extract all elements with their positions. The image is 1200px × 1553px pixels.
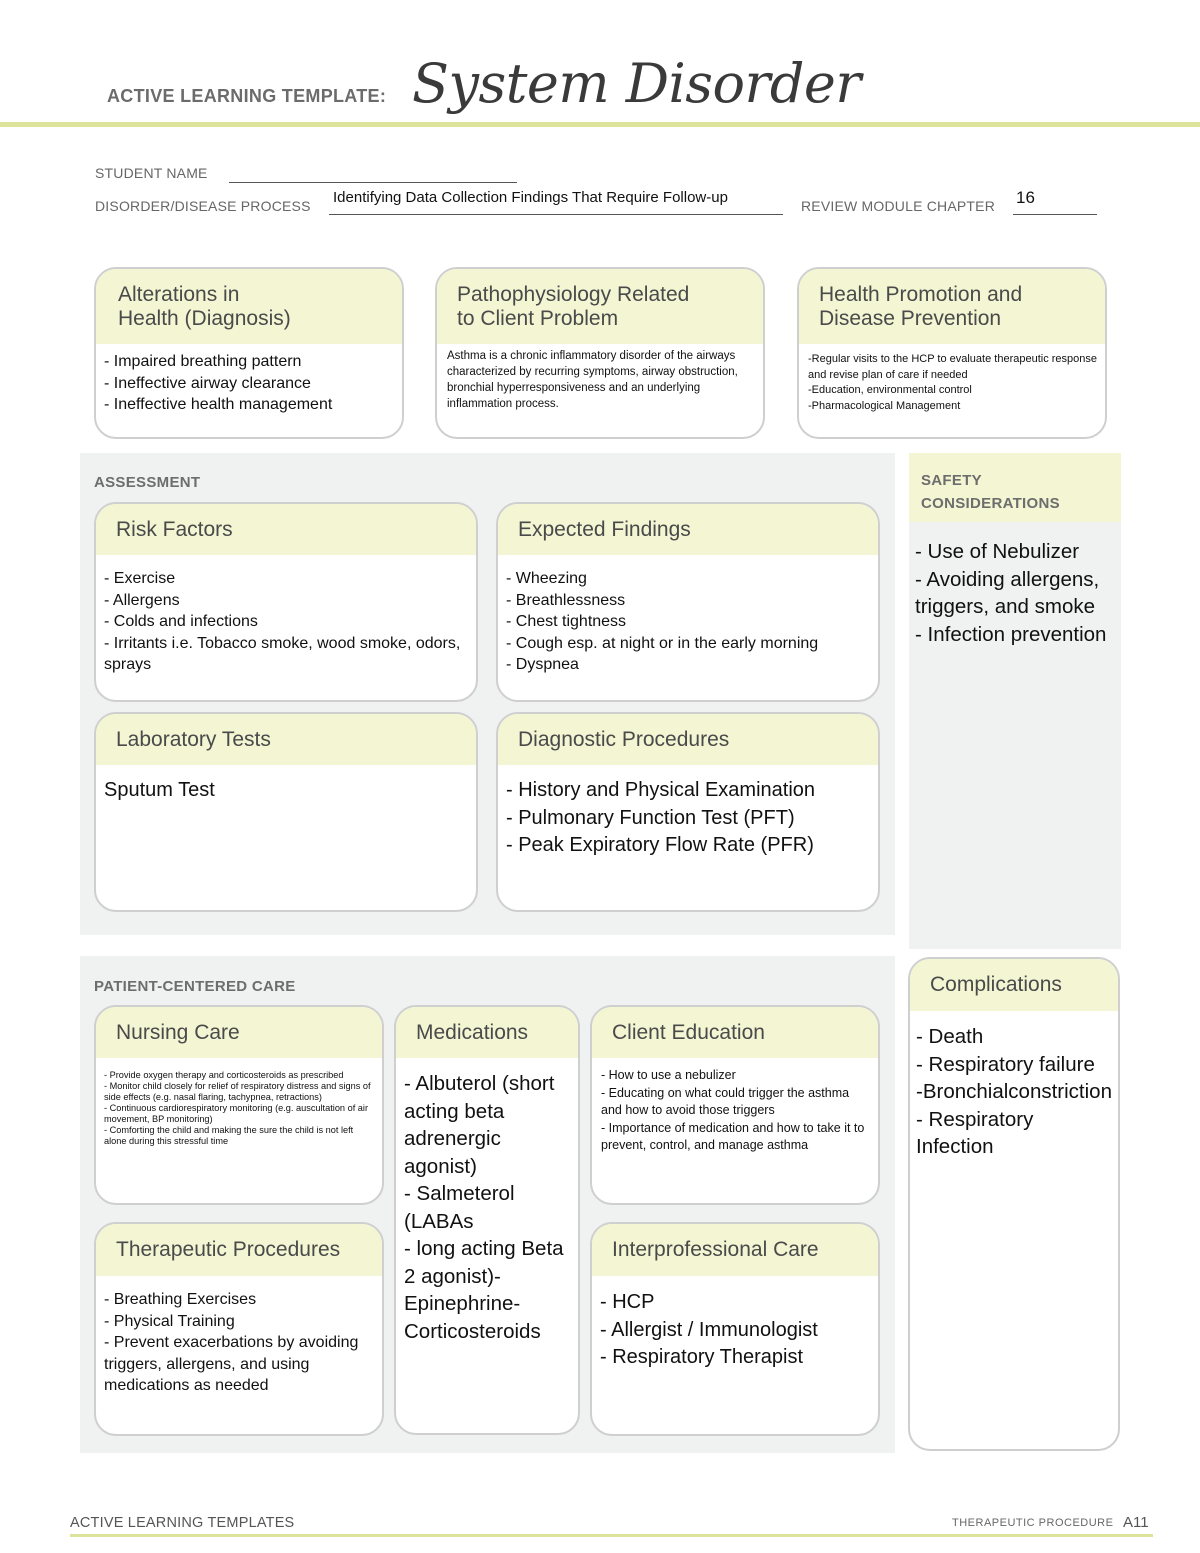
list-item: - Dyspnea (506, 656, 579, 673)
safety-body (915, 538, 1115, 648)
expected-findings-header (498, 504, 878, 555)
risk-factors-body (96, 555, 476, 682)
interprofessional-care-card (590, 1222, 880, 1436)
alterations-title-line1: Alterations in (118, 282, 240, 306)
footer-right-text: THERAPEUTIC PROCEDURE (952, 1517, 1114, 1529)
template-label: ACTIVE LEARNING TEMPLATE: (107, 86, 387, 106)
alterations-title-line2: Health (Diagnosis) (118, 306, 291, 330)
interprofessional-care-header (592, 1224, 878, 1276)
list-item: - Monitor child closely for relief of respiratory distress and signs of side effects (e.g. nasal flaring, tachypnea, retractions) (104, 1081, 371, 1102)
interprofessional-care-body (592, 1276, 878, 1378)
therapeutic-procedures-header (96, 1224, 382, 1276)
alterations-body (96, 344, 402, 422)
pathophysiology-title-line2: to Client Problem (457, 306, 619, 330)
complications-title: Complications (930, 973, 1062, 996)
list-item: - Impaired breathing pattern (104, 353, 302, 370)
risk-factors-card (94, 502, 478, 702)
lab-tests-body (96, 765, 476, 811)
list-item: - Albuterol (short acting beta adrenergic agonist) (404, 1072, 555, 1178)
footer-left-text: ACTIVE LEARNING TEMPLATES (70, 1515, 295, 1531)
nursing-care-card (94, 1005, 384, 1205)
list-item: - Irritants i.e. Tobacco smoke, wood smoke, odors, sprays (104, 634, 461, 673)
list-item: Corticosteroids (404, 1319, 541, 1343)
list-item: - Ineffective airway clearance (104, 374, 311, 392)
list-item: - Provide oxygen therapy and corticosteroids as prescribed (104, 1070, 344, 1080)
list-item: - Ineffective health management (104, 396, 333, 413)
complications-body (910, 1011, 1118, 1161)
list-item: - Breathing Exercises (104, 1291, 257, 1308)
pathophysiology-card (435, 267, 765, 439)
disorder-value: Identifying Data Collection Findings That Require Follow-up (333, 189, 728, 206)
complications-card (908, 957, 1120, 1451)
list-item: - Respiratory failure (916, 1052, 1095, 1076)
medications-body (396, 1058, 578, 1345)
list-item: - Physical Training (104, 1312, 235, 1330)
lab-tests-title: Laboratory Tests (116, 727, 271, 751)
risk-factors-title: Risk Factors (116, 517, 233, 541)
expected-findings-title: Expected Findings (518, 517, 691, 541)
chapter-label: REVIEW MODULE CHAPTER (801, 198, 995, 214)
list-item: Epinephrine- (404, 1292, 521, 1315)
pathophysiology-body: Asthma is a chronic inflammatory disorder of the airways characterized by recurring symptoms, airway obstruction, bronchial hyperresponsiveness and an underlying inflammation process. (447, 350, 738, 410)
health-promotion-body (799, 344, 1105, 414)
medications-header (396, 1007, 578, 1058)
list-item: - Respiratory Therapist (600, 1346, 804, 1368)
list-item: - Importance of medication and how to take it to prevent, control, and manage asthma (601, 1120, 865, 1152)
complications-header (910, 959, 1118, 1011)
nursing-care-header (96, 1007, 382, 1058)
page-number: A11 (1123, 1514, 1149, 1531)
list-item: - Allergens (104, 591, 180, 609)
list-item: - Colds and infections (104, 613, 258, 630)
pathophysiology-title-line1: Pathophysiology Related (457, 282, 690, 306)
risk-factors-header (96, 504, 476, 555)
diagnostic-procedures-body (498, 765, 878, 866)
expected-findings-body (498, 555, 878, 682)
list-item: - Chest tightness (506, 613, 627, 630)
therapeutic-procedures-card (94, 1222, 384, 1436)
client-education-header (592, 1007, 878, 1058)
header-divider (0, 122, 1200, 127)
list-item: - Use of Nebulizer (915, 540, 1080, 563)
list-item: - Salmeterol (LABAs (404, 1182, 515, 1233)
diagnostic-procedures-header (498, 714, 878, 765)
diagnostic-procedures-title: Diagnostic Procedures (518, 727, 730, 751)
health-promotion-title-line1: Health Promotion and (819, 282, 1023, 306)
therapeutic-procedures-body (96, 1276, 382, 1403)
medications-card (394, 1005, 580, 1435)
client-education-body (592, 1058, 878, 1155)
list-item: - How to use a nebulizer (601, 1068, 736, 1082)
safety-panel (909, 453, 1121, 949)
alterations-header (96, 269, 402, 344)
client-education-title: Client Education (612, 1020, 765, 1044)
medications-title: Medications (416, 1020, 529, 1044)
safety-title-line2: CONSIDERATIONS (921, 495, 1060, 512)
pathophysiology-header (437, 269, 763, 344)
list-item: - Breathlessness (506, 591, 626, 609)
list-item: - Continuous cardiorespiratory monitoring (e.g. auscultation of air movement, BP monitoring) (104, 1103, 369, 1124)
disorder-label: DISORDER/DISEASE PROCESS (95, 198, 311, 214)
therapeutic-procedures-title: Therapeutic Procedures (116, 1238, 341, 1261)
list-item: - Allergist / Immunologist (600, 1318, 818, 1341)
list-item: - Educating on what could trigger the asthma and how to avoid those triggers (601, 1085, 850, 1117)
list-item: - Avoiding allergens, triggers, and smoke (915, 567, 1100, 618)
health-promotion-card (797, 267, 1107, 439)
health-promotion-header (799, 269, 1105, 344)
student-name-field[interactable] (229, 168, 517, 183)
list-item: - History and Physical Examination (506, 779, 816, 801)
client-education-card (590, 1005, 880, 1205)
list-item: -Pharmacological Management (808, 399, 961, 412)
list-item: Sputum Test (104, 779, 215, 801)
nursing-care-title: Nursing Care (116, 1020, 240, 1044)
lab-tests-card (94, 712, 478, 912)
list-item: - Respiratory Infection (916, 1107, 1034, 1158)
list-item: - Prevent exacerbations by avoiding triggers, allergens, and using medications as needed (104, 1334, 359, 1394)
list-item: - long acting Beta 2 agonist)- (404, 1237, 564, 1288)
list-item: - Wheezing (506, 570, 587, 587)
template-title: System Disorder (412, 52, 861, 115)
footer-divider (70, 1534, 1153, 1537)
list-item: -Regular visits to the HCP to evaluate therapeutic response and revise plan of care if needed (808, 353, 1098, 381)
list-item: - Comforting the child and making the sure the child is not left alone during this stressful time (104, 1125, 354, 1146)
list-item: - Pulmonary Function Test (PFT) (506, 806, 795, 829)
lab-tests-header (96, 714, 476, 765)
safety-title-line1: SAFETY (921, 472, 982, 489)
assessment-label: ASSESSMENT (94, 474, 201, 491)
list-item: -Education, environmental control (808, 384, 972, 396)
list-item: -Bronchialconstriction (916, 1080, 1112, 1103)
diagnostic-procedures-card (496, 712, 880, 912)
patient-care-label: PATIENT-CENTERED CARE (94, 978, 296, 995)
list-item: - Peak Expiratory Flow Rate (PFR) (506, 834, 814, 856)
expected-findings-card (496, 502, 880, 702)
alterations-card (94, 267, 404, 439)
nursing-care-body (96, 1058, 382, 1147)
list-item: - Exercise (104, 570, 176, 587)
student-name-label: STUDENT NAME (95, 165, 208, 181)
list-item: - Infection prevention (915, 622, 1107, 646)
list-item: - Death (916, 1025, 984, 1048)
safety-header (909, 453, 1121, 522)
list-item: - HCP (600, 1291, 655, 1313)
list-item: - Cough esp. at night or in the early morning (506, 634, 819, 652)
chapter-value: 16 (1016, 188, 1035, 207)
health-promotion-title-line2: Disease Prevention (819, 306, 1002, 330)
interprofessional-care-title: Interprofessional Care (612, 1238, 819, 1261)
